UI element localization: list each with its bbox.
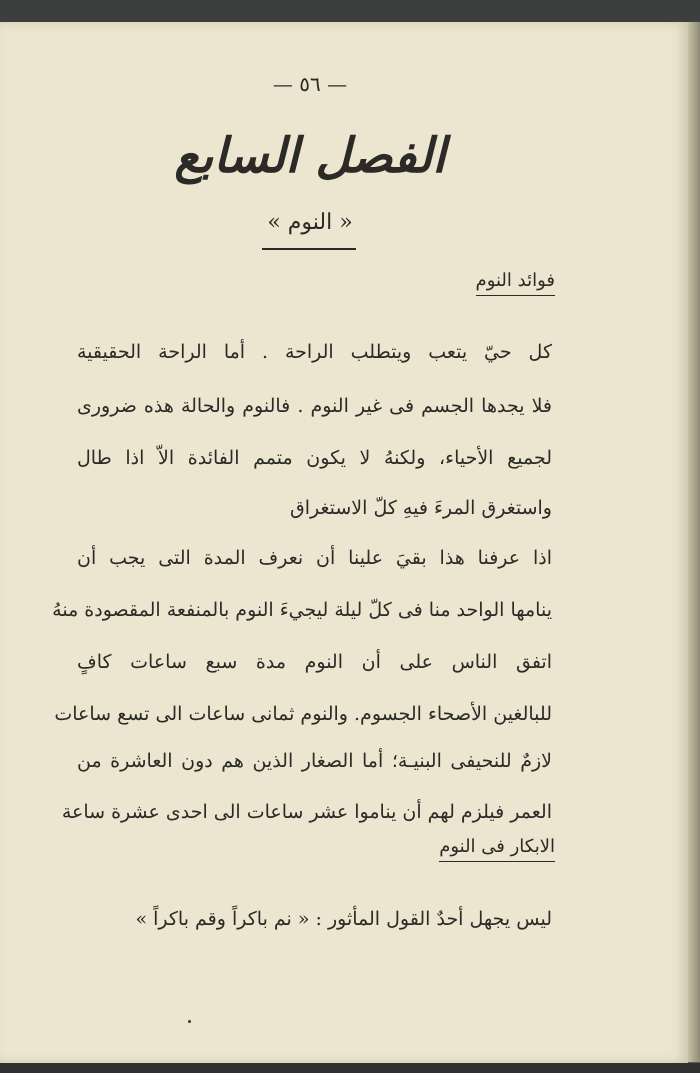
section-heading: فوائد النوم: [476, 270, 555, 296]
paragraph-line: فلا يجدها الجسم فى غير النوم . فالنوم والحالة هذه ضرورى: [77, 395, 552, 417]
paragraph-line: للبالغين الأصحاء الجسوم. والنوم ثمانى ساعات الى تسع ساعات: [54, 703, 552, 725]
chapter-title: الفصل السابع: [174, 128, 446, 184]
scan-top-edge: [0, 0, 700, 22]
paragraph-line: ينامها الواحد منا فى كلّ ليلة ليجيءَ النوم بالمنفعة المقصودة منهُ: [52, 599, 552, 621]
paragraph-line: لجميع الأحياء، ولكنهُ لا يكون متمم الفائدة الاّ اذا طال: [77, 447, 552, 469]
page-edge: [688, 22, 700, 1062]
paragraph-line: اتفق الناس على أن النوم مدة سبع ساعات كافٍ: [77, 651, 552, 673]
paragraph-line: اذا عرفنا هذا بقيَ علينا أن نعرف المدة التى يجب أن: [77, 547, 552, 569]
paragraph-line: ليس يجهل أحدٌ القول المأثور : « نم باكراً وقم باكراً »: [135, 908, 552, 930]
paragraph-line: واستغرق المرءَ فيهِ كلّ الاستغراق: [289, 497, 552, 519]
paragraph-line: العمر فيلزم لهم أن يناموا عشر ساعات الى احدى عشرة ساعة: [61, 801, 552, 823]
ink-dot: [188, 1020, 191, 1023]
section-heading: الابكار فى النوم: [439, 836, 555, 862]
scan-bottom-edge: [0, 1063, 700, 1073]
title-divider: [262, 248, 356, 250]
page-number: — ٥٦ —: [272, 72, 348, 96]
chapter-subtitle: « النوم »: [267, 210, 353, 235]
paragraph-line: لازمٌ للنحيفى البنيـة؛ أما الصغار الذين هم دون العاشرة من: [77, 750, 553, 772]
paragraph-line: كل حيّ يتعب ويتطلب الراحة . أما الراحة الحقيقية: [77, 341, 552, 363]
